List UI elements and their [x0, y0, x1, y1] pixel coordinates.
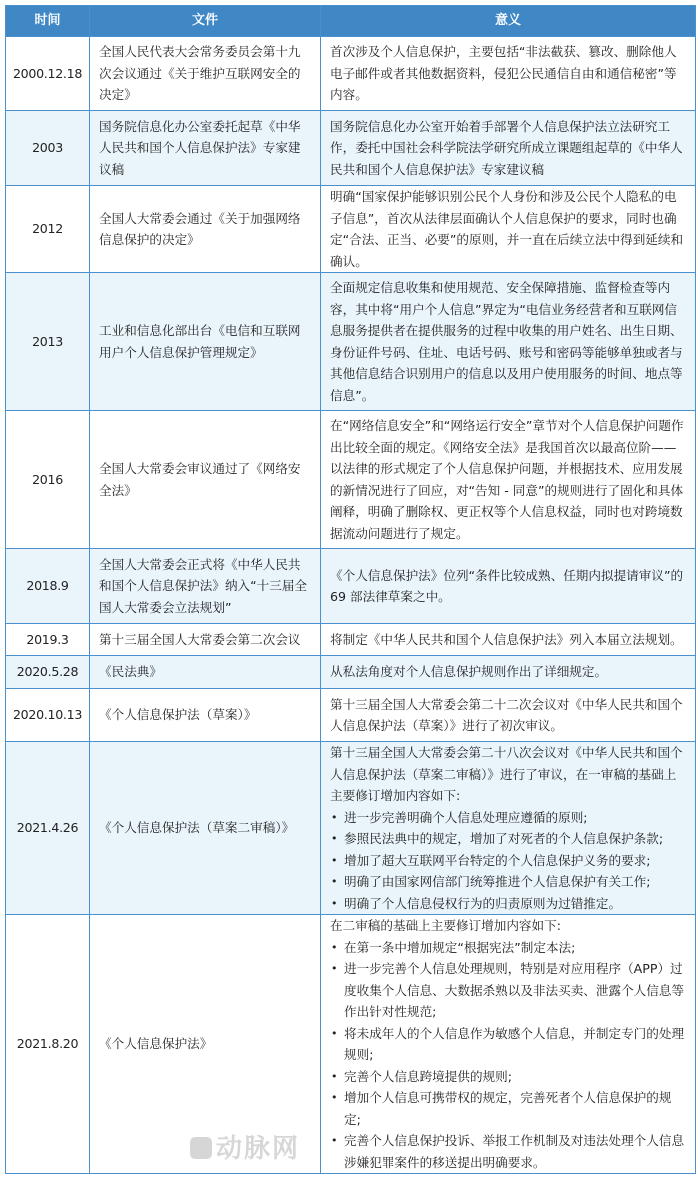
significance-text: 从私法角度对个人信息保护规则作出了详细规定。: [330, 664, 608, 680]
cell-document: 全国人民代表大会常务委员会第十九次会议通过《关于维护互联网安全的决定》: [90, 37, 321, 111]
significance-text: 全面规定信息收集和使用规范、安全保障措施、监督检查等内容，其中将“用户个人信息”界定为“电信业务经营者和互联网信息服务提供者在提供服务的过程中收集的用户姓名、出生日期、身份证件号码、住址、电话号码、账号和密码等能够单独或者与其他信息结合识别用户的信息以及用户使用服务的时间、地点等信息”。: [330, 280, 683, 403]
table-row: [6, 624, 696, 656]
cell-significance: [321, 549, 696, 624]
cell-time: 2003: [6, 111, 90, 186]
significance-text: 在“网络信息安全”和“网络运行安全”章节对个人信息保护问题作出比较全面的规定。《网络安全法》是我国首次以最高位阶—— 以法律的形式规定了个人信息保护问题，并根据技术、应用发展的新情况进行了回应，对“告知 - 同意”的规则进行了固化和具体阐释，明确了删除权、更正权等个人信息权益，同时也对跨境数据流动问题进行了规定。: [330, 418, 684, 541]
cell-significance: [321, 411, 696, 549]
amendment-item: • 明确了个人信息侵权行为的归责原则为过错推定。: [330, 893, 686, 915]
amendment-item: • 在第一条中增加规定“根据宪法”制定本法;: [330, 937, 686, 959]
cell-document: 《民法典》: [90, 656, 321, 689]
cell-time: 2020.5.28: [6, 656, 90, 689]
cell-significance: [321, 186, 696, 273]
cell-time: 2012: [6, 186, 90, 273]
cell-time: 2013: [6, 273, 90, 411]
cell-time: 2018.9: [6, 549, 90, 624]
amendment-item: • 完善个人信息跨境提供的规则;: [330, 1066, 686, 1088]
cell-significance: [321, 689, 696, 742]
cell-time: 2000.12.18: [6, 37, 90, 111]
table-row: [6, 915, 696, 1174]
cell-document: 全国人大常委会审议通过了《网络安全法》: [90, 411, 321, 549]
cell-document: 第十三届全国人大常委会第二次会议: [90, 624, 321, 656]
table-row: [6, 411, 696, 549]
significance-text: 第十三届全国人大常委会第二十八次会议对《中华人民共和国个人信息保护法（草案二审稿）》进行了审议，在一审稿的基础上主要修订增加内容如下:: [330, 745, 683, 803]
significance-text: 在二审稿的基础上主要修订增加内容如下:: [330, 918, 561, 933]
cell-document: 工业和信息化部出台《电信和互联网用户个人信息保护管理规定》: [90, 273, 321, 411]
significance-text: 《个人信息保护法》位列“条件比较成熟、任期内拟提请审议”的 69 部法律草案之中。: [330, 567, 684, 604]
amendment-item: • 增加了超大互联网平台特定的个人信息保护义务的要求;: [330, 850, 686, 872]
table-header-row: [6, 6, 696, 37]
header-time: 时间: [6, 6, 90, 37]
table-row: [6, 549, 696, 624]
cell-significance: [321, 37, 696, 111]
cell-significance: [321, 656, 696, 689]
table-row: [6, 186, 696, 273]
amendment-list: [330, 937, 686, 1174]
amendment-item: • 增加个人信息可携带权的规定，完善死者个人信息保护的规定;: [330, 1087, 686, 1130]
cell-significance: [321, 742, 696, 915]
amendment-item: • 参照民法典中的规定，增加了对死者的个人信息保护条款;: [330, 828, 686, 850]
cell-significance: [321, 111, 696, 186]
cell-time: 2016: [6, 411, 90, 549]
header-significance: 意义: [321, 6, 696, 37]
table-row: [6, 689, 696, 742]
cell-time: 2020.10.13: [6, 689, 90, 742]
amendment-item: • 进一步完善个人信息处理规则，特别是对应用程序（APP）过度收集个人信息、大数据杀熟以及非法买卖、泄露个人信息等作出针对性规范;: [330, 958, 686, 1023]
table-row: [6, 742, 696, 915]
cell-time: 2021.4.26: [6, 742, 90, 915]
significance-text: 明确“国家保护能够识别公民个人身份和涉及公民个人隐私的电子信息”，首次从法律层面确认个人信息保护的要求，同时也确定“合法、正当、必要”的原则，并一直在后续立法中得到延续和确认。: [330, 189, 684, 269]
cell-time: 2021.8.20: [6, 915, 90, 1174]
cell-significance: [321, 624, 696, 656]
amendment-item: • 进一步完善明确个人信息处理应遵循的原则;: [330, 807, 686, 829]
legislation-timeline-table: [5, 5, 696, 1174]
significance-text: 将制定《中华人民共和国个人信息保护法》列入本届立法规划。: [330, 631, 683, 647]
amendment-item: • 明确了由国家网信部门统筹推进个人信息保护有关工作;: [330, 871, 686, 893]
significance-text: 第十三届全国人大常委会第二十二次会议对《中华人民共和国个人信息保护法（草案）》进行了初次审议。: [330, 696, 683, 733]
table-row: [6, 273, 696, 411]
header-document: 文件: [90, 6, 321, 37]
table-row: [6, 656, 696, 689]
cell-document: 《个人信息保护法》: [90, 915, 321, 1174]
cell-document: 《个人信息保护法（草案二审稿）》: [90, 742, 321, 915]
table-row: [6, 111, 696, 186]
cell-significance: [321, 273, 696, 411]
cell-significance: [321, 915, 696, 1174]
cell-document: 《个人信息保护法（草案）》: [90, 689, 321, 742]
amendment-item: • 将未成年人的个人信息作为敏感个人信息，并制定专门的处理规则;: [330, 1023, 686, 1066]
cell-document: 全国人大常委会正式将《中华人民共和国个人信息保护法》纳入“十三届全国人大常委会立法规划”: [90, 549, 321, 624]
watermark-logo: [190, 1128, 300, 1165]
amendment-list: [330, 807, 686, 915]
cell-document: 国务院信息化办公室委托起草《中华人民共和国个人信息保护法》专家建议稿: [90, 111, 321, 186]
table-row: [6, 37, 696, 111]
cell-time: 2019.3: [6, 624, 90, 656]
watermark-text: 动脉网: [216, 1134, 301, 1164]
watermark-logo-icon: [190, 1137, 212, 1159]
amendment-item: • 完善个人信息保护投诉、举报工作机制及对违法处理个人信息涉嫌犯罪案件的移送提出明确要求。: [330, 1130, 686, 1173]
cell-document: 全国人大常委会通过《关于加强网络信息保护的决定》: [90, 186, 321, 273]
significance-text: 首次涉及个人信息保护，主要包括“非法截获、篡改、删除他人电子邮件或者其他数据资料，侵犯公民通信自由和通信秘密”等内容。: [330, 44, 677, 103]
significance-text: 国务院信息化办公室开始着手部署个人信息保护法立法研究工作，委托中国社会科学院法学研究所成立课题组起草的《中华人民共和国个人信息保护法》专家建议稿: [330, 118, 683, 177]
